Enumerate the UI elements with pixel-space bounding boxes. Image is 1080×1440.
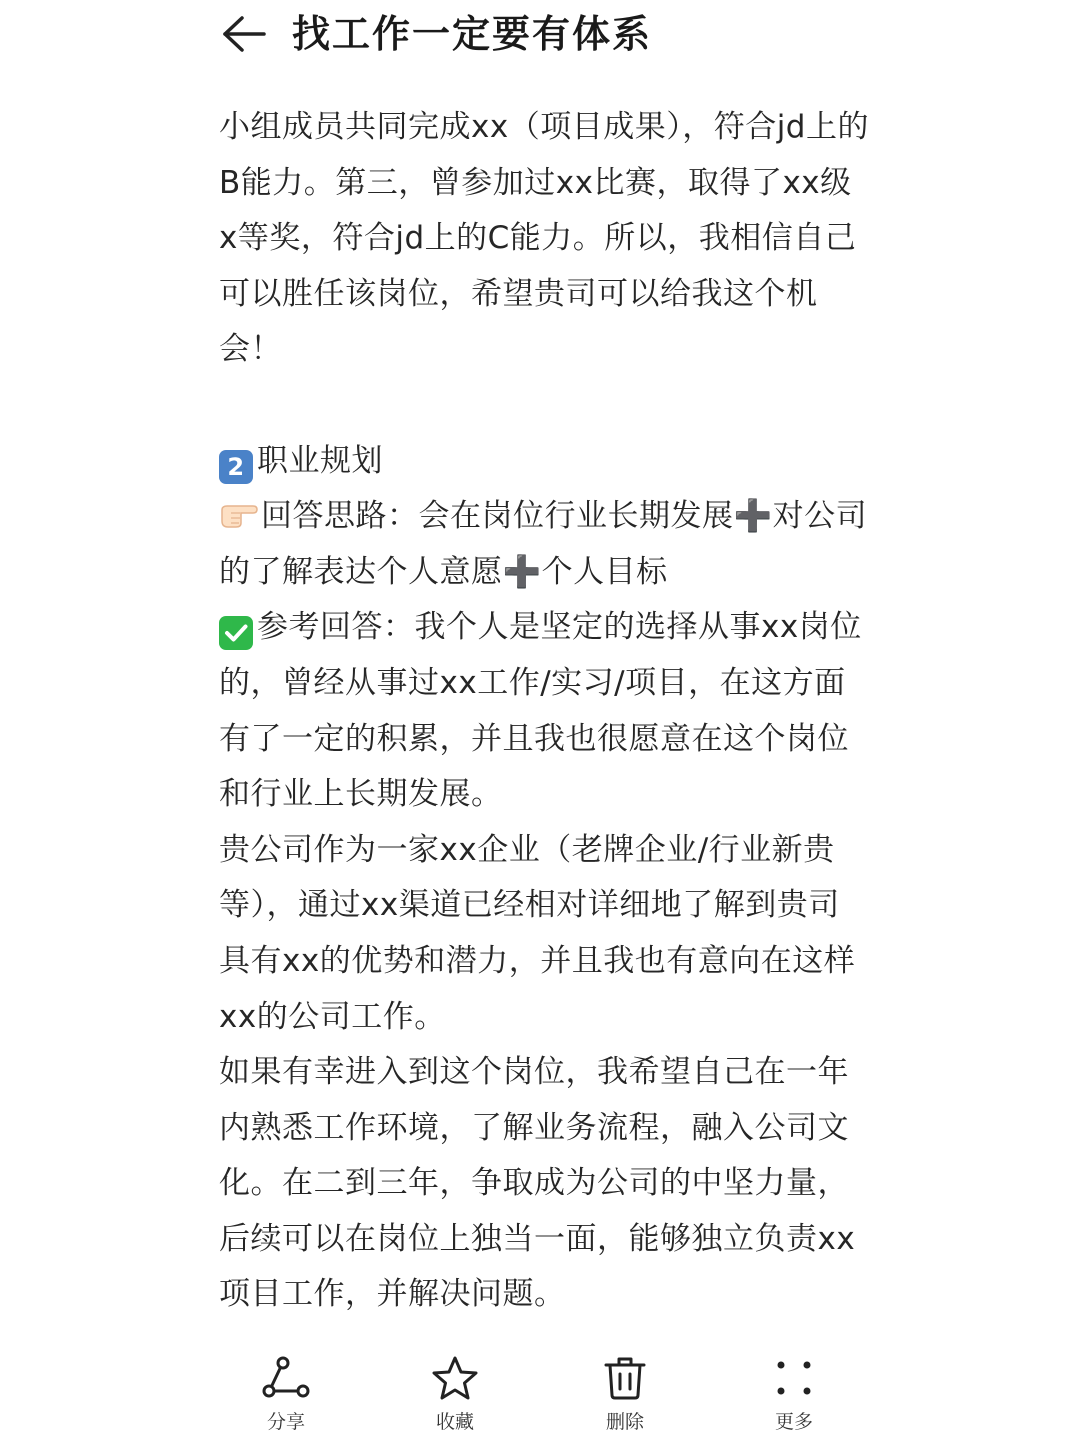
share-label: 分享 [266,1411,305,1433]
paragraph-answer [219,600,869,822]
paragraph-plan: 如果有幸进入到这个岗位，我希望自己在一年内熟悉工作环境，了解业务流程，融入公司文化。在二到三年，争取成为公司的中坚力量，后续可以在岗位上独当一面，能够独立负责xx项目工作，并解决问题。 [219,1054,856,1313]
top-bar [0,0,1080,72]
paragraph-hint [219,489,869,600]
paragraph-company: 贵公司作为一家xx企业（老牌企业/行业新贵等），通过xx渠道已经相对详细地了解到贵司具有xx的优势和潜力，并且我也有意向在这样xx的公司工作。 [219,831,856,1035]
share-button[interactable] [231,1352,341,1440]
delete-label: 删除 [605,1411,644,1433]
delete-button[interactable] [570,1352,680,1440]
share-icon [261,1355,311,1401]
bottom-toolbar [0,1352,1080,1440]
arrow-left-icon [220,14,266,54]
note-body [219,100,869,1323]
more-button[interactable] [739,1352,849,1440]
favorite-button[interactable] [400,1352,510,1440]
check-mark-icon [219,616,253,650]
more-dots-icon [772,1356,816,1400]
back-button[interactable] [216,12,270,56]
favorite-label: 收藏 [435,1411,474,1433]
blank-line [219,378,869,434]
page-title: 找工作一定要有体系 [292,12,653,56]
pointing-hand-icon [219,496,259,530]
star-icon [431,1355,479,1401]
more-label: 更多 [774,1411,813,1433]
number-badge-icon: 2 [219,450,253,484]
section-title: 职业规划 [257,442,383,479]
answer-text: 参考回答：我个人是坚定的选择从事xx岗位的，曾经从事过xx工作/实习/项目，在这方面有了一定的积累，并且我也很愿意在这个岗位和行业上长期发展。 [219,609,862,813]
hint-text: 回答思路：会在岗位行业长期发展➕对公司的了解表达个人意愿➕个人目标 [219,498,868,590]
paragraph-intro: 小组成员共同完成xx（项目成果），符合jd上的B能力。第三，曾参加过xx比赛，取得了xx级x等奖，符合jd上的C能力。所以，我相信自己可以胜任该岗位，希望贵司可以给我这个机会！ [219,109,869,368]
trash-icon [603,1355,647,1401]
section-heading [219,434,869,490]
